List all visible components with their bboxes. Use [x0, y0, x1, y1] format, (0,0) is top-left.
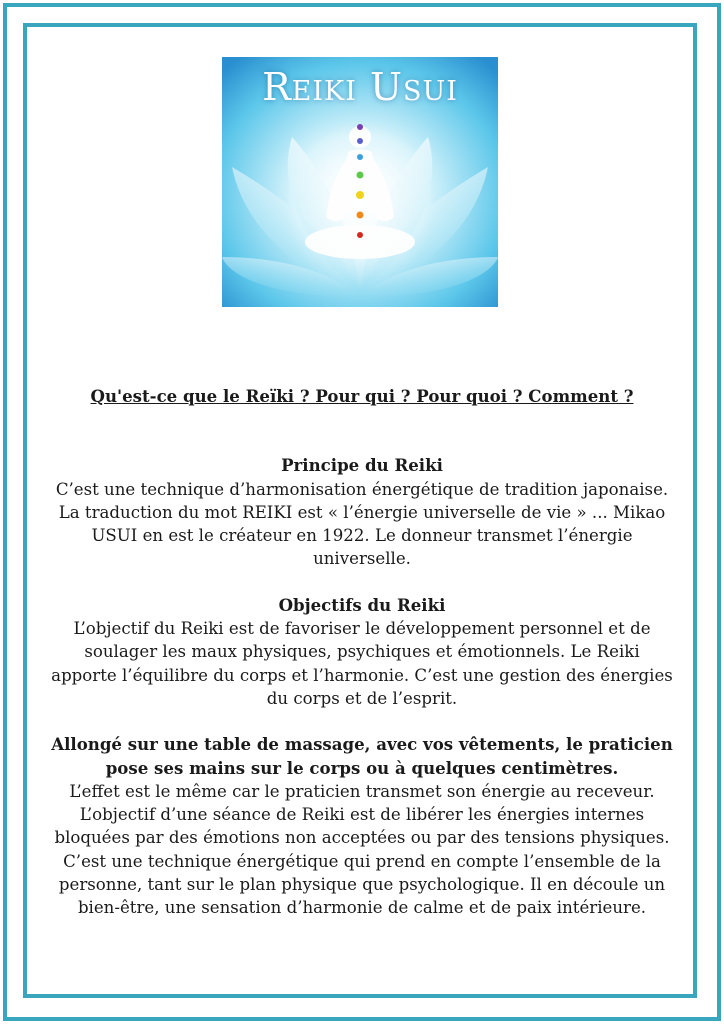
session-text: L’effet est le même car le praticien transmet son énergie au receveur. L’objectif d’une séance de Reiki est de libérer les énergies internes bloquées par des émotions non acceptées ou par des tensions physiques. C’est une technique énergétique qui prend en compte l’ensemble de la personne, tant sur le plan physique que psychologique. Il en découle un bien-être, une sensation d’harmonie de calme et de paix intérieure.: [54, 781, 670, 918]
document-body: [50, 385, 674, 920]
objectives-section: [50, 594, 674, 710]
main-heading: Qu'est-ce que le Reïki ? Pour qui ? Pour quoi ? Comment ?: [90, 386, 634, 406]
objectives-text: L’objectif du Reiki est de favoriser le développement personnel et de soulager les maux physiques, psychiques et émotionnels. Le Reiki apporte l’équilibre du corps et l’harmonie. C’est une gestion des énergies du corps et de l’esprit.: [51, 619, 673, 708]
principle-text: C’est une technique d’harmonisation énergétique de tradition japonaise. La traduction du mot REIKI est « l’énergie universelle de vie » ... Mikao USUI en est le créateur en 1922. Le donneur transmet l’énergie universelle.: [55, 479, 669, 569]
objectives-heading: Objectifs du Reiki: [278, 594, 446, 615]
session-bold-text: Allongé sur une table de massage, avec vos vêtements, le praticien pose ses mains sur le corps ou à quelques centimètres.: [51, 734, 673, 778]
session-section: [50, 733, 674, 919]
principle-section: [50, 454, 674, 570]
reiki-usui-logo: [222, 57, 498, 307]
logo-title: Reiki Usui: [262, 65, 458, 109]
principle-heading: Principe du Reiki: [281, 455, 443, 476]
